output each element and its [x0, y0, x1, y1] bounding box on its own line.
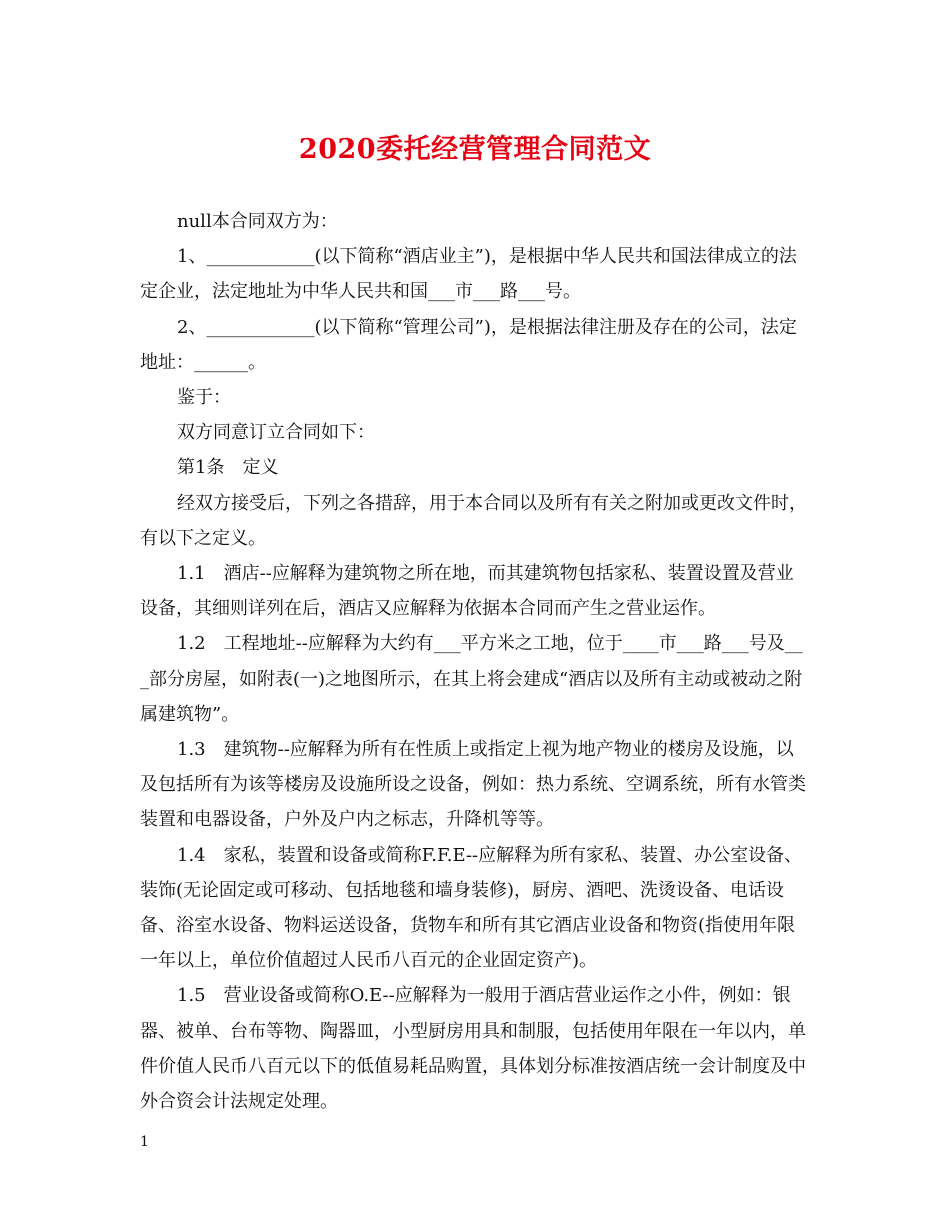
page-number: 1	[140, 1134, 149, 1150]
paragraph-agreement: 双方同意订立合同如下：	[177, 422, 375, 444]
clause-1-3: 1.3 建筑物--应解释为所有在性质上或指定上视为地产物业的楼房及设施，以及包括所有为该等楼房及设施所设之设备，例如：热力系统、空调系统，所有水管类装置和电器设备，户外及户内之标志，升降机等等。	[140, 739, 806, 831]
clause-1-2: 1.2 工程地址--应解释为大约有___平方米之工地，位于____市___路___号及___部分房屋，如附表(一)之地图所示，在其上将会建成“酒店以及所有主动或被动之附属建筑物”。	[140, 633, 803, 725]
paragraph-whereas: 鉴于：	[177, 387, 231, 409]
clause-1-1: 1.1 酒店--应解释为建筑物之所在地，而其建筑物包括家私、装置设置及营业设备，其细则详列在后，酒店又应解释为依据本合同而产生之营业运作。	[140, 563, 794, 620]
paragraph-party-2: 2、____________(以下简称“管理公司”)，是根据法律注册及存在的公司，法定地址：______。	[140, 316, 797, 373]
paragraph-definitions-intro: 经双方接受后，下列之各措辞，用于本合同以及所有有关之附加或更改文件时，有以下之定义。	[140, 492, 807, 549]
clause-1-5: 1.5 营业设备或简称O.E--应解释为一般用于酒店营业运作之小件，例如：银器、被单、台布等物、陶器皿，小型厨房用具和制服，包括使用年限在一年以内，单件价值人民币八百元以下的低值易耗品购置，具体划分标准按酒店统一会计制度及中外合资会计法规定处理。	[140, 985, 806, 1113]
document-title: 2020委托经营管理合同范文	[298, 134, 652, 165]
paragraph-parties-intro: null本合同双方为：	[177, 211, 338, 232]
article-heading: 第1条 定义	[177, 457, 279, 479]
paragraph-party-1: 1、____________(以下简称“酒店业主”)，是根据中华人民共和国法律成立的法定企业，法定地址为中华人民共和国___市___路___号。	[140, 246, 797, 303]
clause-1-4: 1.4 家私，装置和设备或简称F.F.E--应解释为所有家私、装置、办公室设备、装饰(无论固定或可移动、包括地毯和墙身装修)，厨房、酒吧、洗烫设备、电话设备、浴室水设备、物料运送设备，货物车和所有其它酒店业设备和物资(指使用年限一年以上，单位价值超过人民币八百元的企业固定资产)。	[140, 844, 803, 972]
document-body	[140, 204, 810, 1119]
